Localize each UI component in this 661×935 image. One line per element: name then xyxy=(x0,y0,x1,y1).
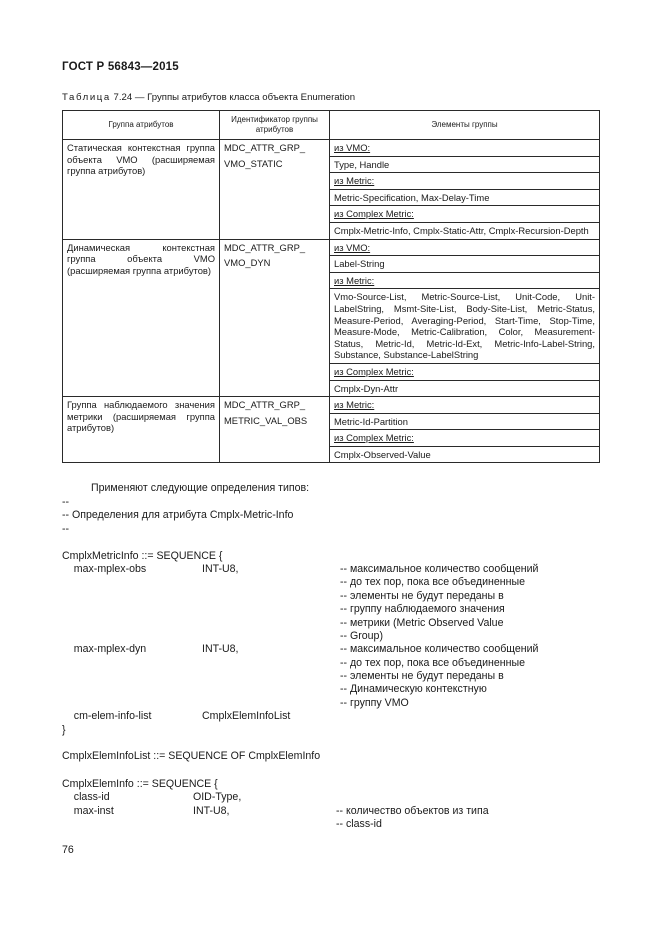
group-name-cell: Группа наблюдаемого значения метрики (расширяемая группа атрибутов) xyxy=(63,397,220,463)
table-row xyxy=(63,140,600,240)
element-list: Cmplx-Dyn-Attr xyxy=(334,382,399,394)
element-source-heading: из VMO: xyxy=(330,240,599,257)
element-source-heading: из Complex Metric: xyxy=(330,364,599,381)
group-id-line: MDC_ATTR_GRP_ xyxy=(224,142,306,153)
group-id-line: METRIC_VAL_OBS xyxy=(224,414,308,426)
element-list: Vmo-Source-List, Metric-Source-List, Unit-Code, Unit-LabelString, Msmt-Site-List, Body-Site-List, Metric-Status, Measure-Period, Averaging-Period, Start-Time, Stop-Time, Measure-Mode, Metric-Calibration, Color, Measurement-Status, Metric-Id, Metric-Id-Ext, Metric-Info-Label-String, Substance, Substance-LabelString xyxy=(330,289,599,364)
code-text: CmplxElemInfoList ::= SEQUENCE OF CmplxElemInfo xyxy=(62,750,321,763)
element-source-heading: из Metric: xyxy=(330,173,599,190)
element-source-heading: из Metric: xyxy=(330,397,599,414)
code-type: INT-U8, xyxy=(202,562,239,575)
element-list: Cmplx-Metric-Info, Cmplx-Static-Attr, Cmplx-Recursion-Depth xyxy=(334,224,589,236)
page-header: ГОСТ Р 56843—2015 xyxy=(62,61,179,73)
table-row xyxy=(63,239,600,397)
element-source-heading: из Complex Metric: xyxy=(330,206,599,223)
code-text: -- xyxy=(62,522,70,535)
code-comment: -- группу наблюдаемого значения xyxy=(340,603,505,616)
group-id-line: MDC_ATTR_GRP_ xyxy=(224,241,306,253)
code-text: max-mplex-obs xyxy=(62,562,147,575)
code-text: cm-elem-info-list xyxy=(62,710,152,723)
code-type: CmplxElemInfoList xyxy=(202,710,291,723)
table-caption-prefix: Таблица xyxy=(62,92,111,103)
code-comment: -- максимальное количество сообщений xyxy=(340,562,539,575)
group-name-cell: Динамическая контекстная группа объекта VMO (расширяемая группа атрибутов) xyxy=(63,239,220,397)
table-row xyxy=(63,397,600,463)
code-comment: -- Динамическую контекстную xyxy=(340,683,487,696)
code-text: -- Определения для атрибута Cmplx-Metric-Info xyxy=(62,509,294,522)
group-id-line: MDC_ATTR_GRP_ xyxy=(224,399,306,411)
group-name-cell: Статическая контекстная группа объекта VMO (расширяемая группа атрибутов) xyxy=(63,140,220,240)
code-comment: -- элементы не будут переданы в xyxy=(340,589,504,602)
group-id-line: VMO_DYN xyxy=(224,257,271,269)
element-list: Metric-Id-Partition xyxy=(330,414,599,431)
code-comment: -- количество объектов из типа xyxy=(336,804,489,817)
code-text: } xyxy=(62,723,66,736)
group-id-cell xyxy=(220,397,330,463)
element-list: Type, Handle xyxy=(330,157,599,174)
code-comment: -- группу VMO xyxy=(340,696,409,709)
group-id-line: VMO_STATIC xyxy=(224,157,283,169)
code-type: INT-U8, xyxy=(193,804,230,817)
table-caption-text: 7.24 — Группы атрибутов класса объекта Enumeration xyxy=(113,92,356,103)
code-text: class-id xyxy=(62,791,110,804)
code-comment: -- class-id xyxy=(336,818,382,831)
code-text: CmplxMetricInfo ::= SEQUENCE { xyxy=(62,549,223,562)
code-text: max-inst xyxy=(62,804,114,817)
code-text: -- xyxy=(62,496,70,508)
column-header-elements: Элементы группы xyxy=(330,111,600,140)
code-comment: -- элементы не будут переданы в xyxy=(340,670,504,683)
element-source-heading: из Complex Metric: xyxy=(330,430,599,447)
code-text: max-mplex-dyn xyxy=(62,643,147,656)
code-comment: -- Group) xyxy=(340,629,383,642)
code-type: OID-Type, xyxy=(193,791,242,804)
page-number: 76 xyxy=(62,844,74,856)
element-list: Metric-Specification, Max-Delay-Time xyxy=(330,190,599,207)
group-elements-cell xyxy=(330,239,600,397)
element-list: Label-String xyxy=(330,256,599,273)
group-id-cell xyxy=(220,140,330,240)
group-id-cell xyxy=(220,239,330,397)
group-elements-cell xyxy=(330,140,600,240)
group-elements-cell xyxy=(330,397,600,463)
code-comment: -- максимальное количество сообщений xyxy=(340,643,539,656)
code-comment: -- до тех пор, пока все объединенные xyxy=(340,656,525,669)
table-header-row xyxy=(63,111,600,140)
element-list: Cmplx-Observed-Value xyxy=(334,448,431,460)
code-comment: -- метрики (Metric Observed Value xyxy=(340,616,504,629)
table-caption xyxy=(62,92,355,103)
element-source-heading: из Metric: xyxy=(330,273,599,290)
code-type: INT-U8, xyxy=(202,643,239,656)
column-header-id: Идентификатор группы атрибутов xyxy=(220,111,330,140)
code-comment: -- до тех пор, пока все объединенные xyxy=(340,576,525,589)
code-text: CmplxElemInfo ::= SEQUENCE { xyxy=(62,778,218,790)
column-header-group: Группа атрибутов xyxy=(63,111,220,140)
attribute-groups-table xyxy=(62,110,600,463)
intro-text: Применяют следующие определения типов: xyxy=(91,482,310,494)
element-source-heading: из VMO: xyxy=(330,140,599,157)
